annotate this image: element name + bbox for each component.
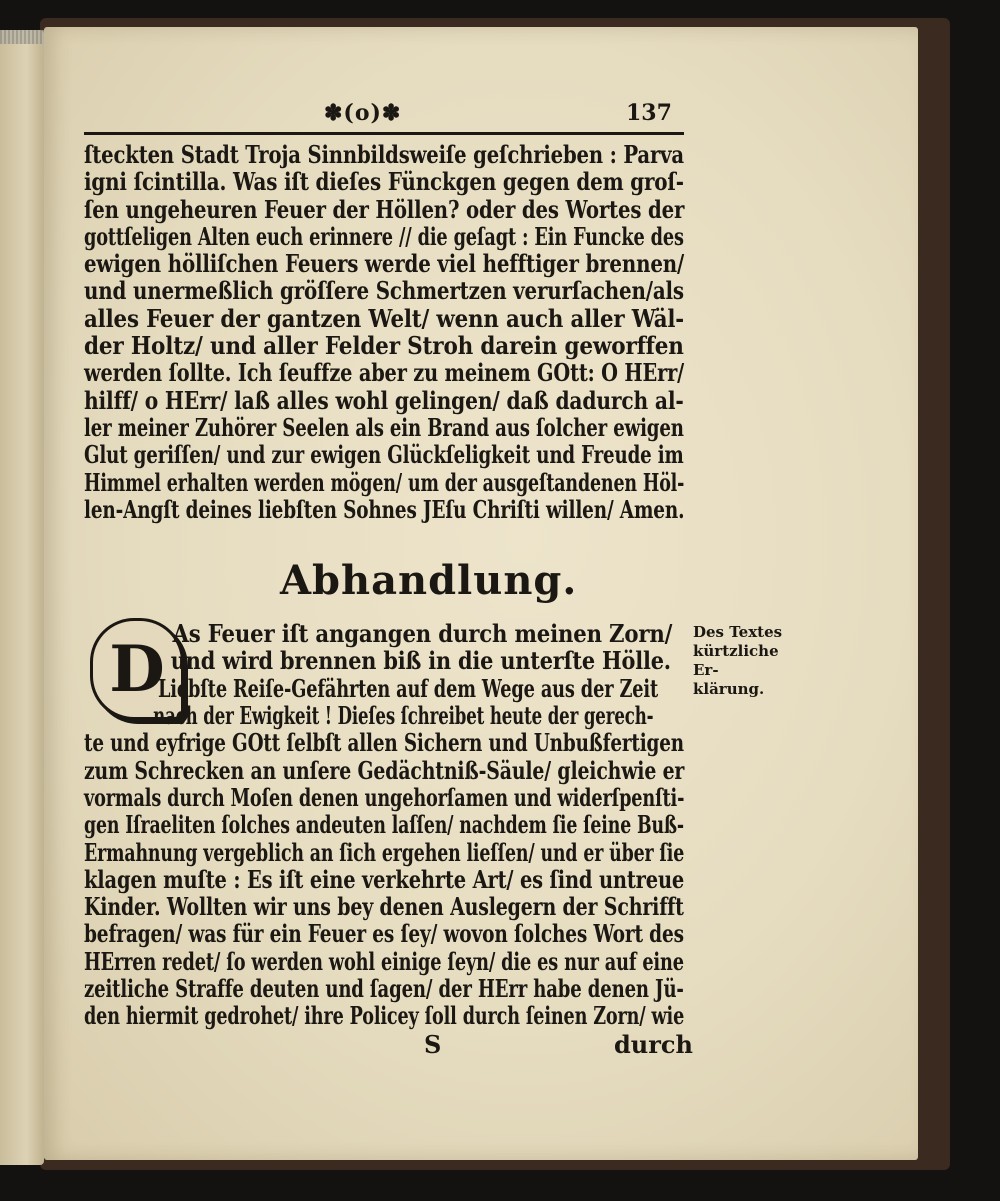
body-paragraph — [84, 620, 684, 1029]
text-line: Kinder. Wollten wir uns bey denen Auslegern der Schrifft — [84, 892, 684, 922]
section-heading: Abhandlung. — [280, 557, 578, 605]
marginal-line: Des Textes — [693, 623, 783, 641]
text-line: nach der Ewigkeit ! Dieſes ſchreibet heute der gerech- — [153, 701, 654, 731]
text-line: te und eyfrige GOtt ſelbſt allen Sichern und Unbußfertigen — [84, 728, 684, 758]
text-line: zum Schrecken an unſere Gedächtniß-Säule/ gleichwie er — [84, 755, 685, 785]
page-header — [84, 100, 684, 130]
text-line: gen Iſraeliten ſolches andeuten laſſen/ nachdem ſie ſeine Buß- — [84, 810, 684, 840]
text-line: der Holtz/ und aller Felder Stroh darein geworffen — [84, 331, 684, 361]
text-line: len-Angſt deines liebſten Sohnes JEſu Chriſti willen/ Amen. — [84, 494, 685, 524]
text-line: hilff/ o HErr/ laß alles wohl gelingen/ daß dadurch al- — [84, 385, 684, 415]
text-line: ſen ungeheuren Feuer der Höllen? oder des Wortes der — [84, 194, 685, 224]
text-line: Ermahnung vergeblich an ſich ergehen lieſſen/ und er über ſie — [84, 837, 685, 867]
text-line: Liebſte Reiſe-Gefährten auf dem Wege aus der Zeit — [157, 673, 659, 703]
top-paragraph — [84, 141, 684, 523]
marginal-note — [693, 623, 793, 699]
marginal-line: kürtzliche Er- — [693, 642, 779, 679]
catchword: durch — [614, 1029, 693, 1059]
text-line: ſteckten Stadt Troja Sinnbildsweiſe geſchrieben : Parva — [84, 140, 684, 169]
text-line: und unermeßlich gröſſere Schmertzen verurſachen/als — [84, 276, 684, 306]
text-line: ewigen hölliſchen Feuers werde viel hefftiger brennen/ — [84, 249, 685, 279]
text-line: zeitliche Straffe deuten und ſagen/ der HErr habe denen Jü- — [84, 974, 684, 1004]
main-text-block — [84, 100, 693, 1059]
text-line: As Feuer iſt angangen durch meinen Zorn/ — [172, 619, 673, 649]
header-ornament: ✽(o)✽ — [324, 100, 402, 126]
header-rule — [84, 132, 684, 135]
text-line: HErren redet/ ſo werden wohl einige ſeyn/ die es nur auf eine — [84, 946, 684, 976]
text-line: alles Feuer der gantzen Welt/ wenn auch aller Wäl- — [84, 303, 685, 333]
text-line: Himmel erhalten werden mögen/ um der ausgeſtandenen Höl- — [84, 467, 685, 497]
text-line: klagen muſte : Es iſt eine verkehrte Art/ es ſind untreue — [84, 864, 685, 894]
decorated-initial: D — [90, 618, 184, 720]
previous-page-edge — [0, 30, 44, 1165]
page-footer — [84, 1029, 693, 1059]
text-line: befragen/ was für ein Feuer es ſey/ wovon ſolches Wort des — [84, 919, 684, 949]
text-line: igni ſcintilla. Was iſt dieſes Fünckgen gegen dem groſ- — [84, 167, 684, 197]
marginal-line: klärung. — [693, 680, 765, 698]
text-line: ler meiner Zuhörer Seelen als ein Brand aus ſolcher ewigen — [84, 412, 684, 442]
text-line: den hiermit gedrohet/ ihre Policey ſoll durch ſeinen Zorn/ wie — [84, 1001, 685, 1031]
text-line: gottſeligen Alten euch erinnere // die geſagt : Ein Funcke des — [84, 221, 684, 251]
text-line: Glut geriſſen/ und zur ewigen Glückſeligkeit und Freude im — [84, 440, 684, 470]
text-line: werden ſollte. Ich ſeuffze aber zu meinem GOtt: O HErr/ — [84, 358, 685, 388]
page-number: 137 — [626, 100, 672, 126]
text-line: vormals durch Moſen denen ungehorſamen und widerſpenſti- — [84, 782, 685, 812]
signature-mark: S — [424, 1029, 442, 1059]
text-line: und wird brennen biß in die unterſte Hölle. — [170, 646, 671, 676]
